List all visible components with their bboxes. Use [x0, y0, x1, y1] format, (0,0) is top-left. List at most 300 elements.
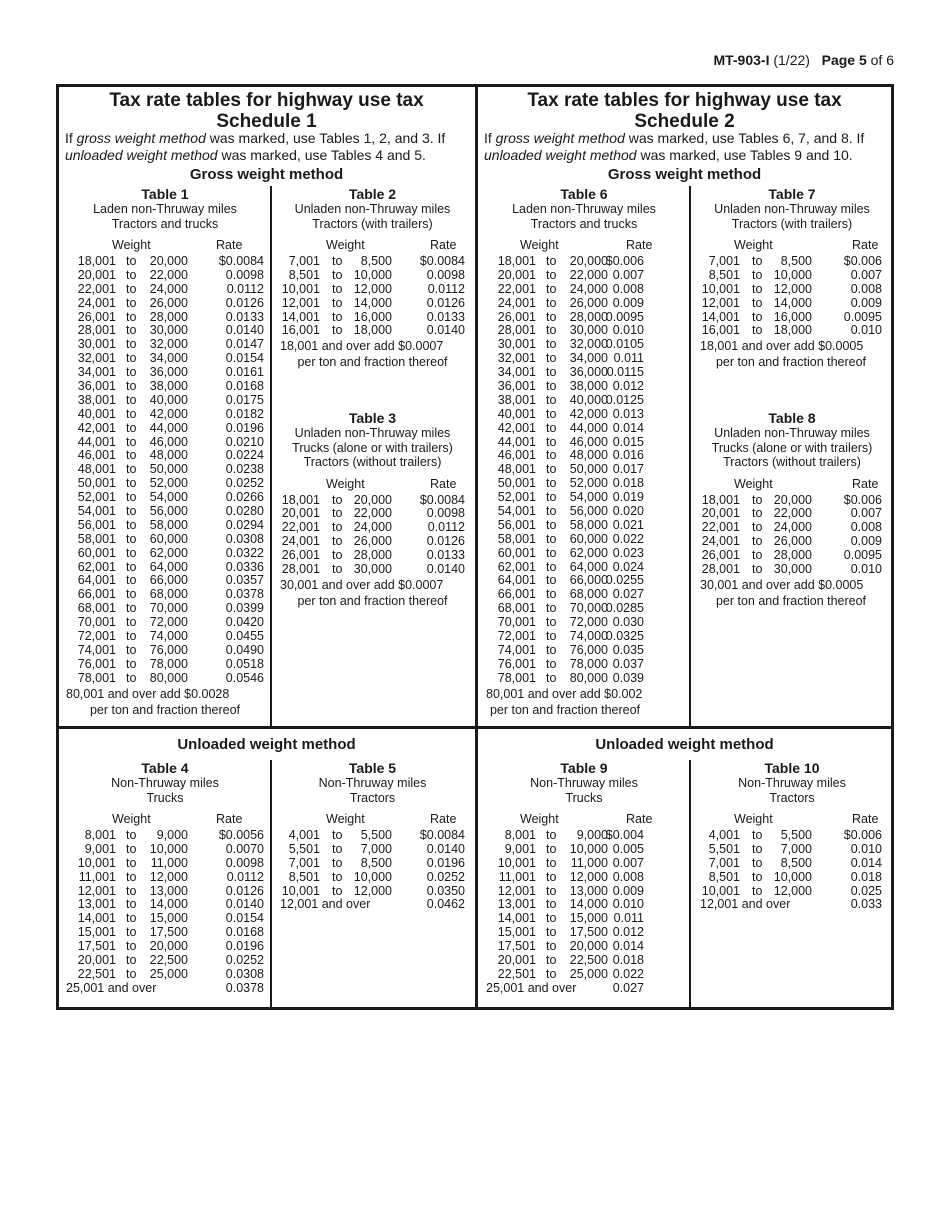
weight-from: 18,001 — [497, 254, 536, 268]
weight-from: 10,001 — [281, 281, 320, 296]
rate-value: 0.0112 — [427, 520, 465, 535]
schedule-1-title-line2: Schedule 1 — [216, 111, 317, 132]
weight-to: 12,000 — [353, 281, 392, 296]
weight-from: 78,001 — [77, 670, 116, 685]
weight-to-word: to — [752, 492, 763, 507]
weight-to: 50,000 — [569, 462, 608, 477]
table-row — [486, 463, 682, 477]
weight-from: 36,001 — [77, 379, 116, 394]
table-row — [700, 494, 884, 508]
rate-value: 0.017 — [612, 462, 644, 477]
schedule-2-unloaded-heading: Unloaded weight method — [595, 736, 774, 753]
weight-from: 42,001 — [77, 420, 116, 435]
rate-value: 0.021 — [612, 517, 644, 532]
weight-from: 62,001 — [77, 559, 116, 574]
weight-from: 15,001 — [497, 925, 536, 940]
weight-to-word: to — [546, 476, 557, 491]
weight-to-word: to — [126, 615, 137, 630]
table-row — [66, 588, 264, 602]
rate-value: 0.0322 — [225, 545, 264, 560]
table-row — [66, 602, 264, 616]
rate-value: 0.0105 — [605, 337, 644, 352]
table-note: per ton and fraction thereof — [297, 593, 448, 608]
rate-value: $0.006 — [843, 254, 882, 268]
weight-from: 54,001 — [497, 504, 536, 519]
weight-to-word: to — [752, 561, 763, 576]
rate-value: 0.0308 — [225, 531, 264, 546]
weight-to-word: to — [546, 897, 557, 912]
rate-value: 0.0325 — [605, 629, 644, 644]
weight-to: 52,000 — [569, 476, 608, 491]
weight-range: 12,001 and over — [700, 897, 791, 912]
weight-to: 46,000 — [149, 434, 188, 449]
weight-to: 11,000 — [570, 855, 608, 870]
weight-to: 66,000 — [569, 573, 608, 588]
table-row — [486, 449, 682, 463]
weight-to-word: to — [332, 295, 343, 310]
weight-to: 74,000 — [569, 629, 608, 644]
table-row — [486, 394, 682, 408]
weight-from: 8,501 — [288, 267, 320, 282]
rate-value: 0.0140 — [225, 897, 264, 912]
rate-value: 0.016 — [612, 448, 644, 463]
table-row — [280, 283, 465, 297]
table-rows — [66, 255, 264, 686]
weight-from: 24,001 — [77, 295, 116, 310]
table-subtitle: Tractors (with trailers) — [312, 216, 433, 231]
table-name: Table 4 — [141, 760, 189, 776]
weight-to: 64,000 — [569, 559, 608, 574]
rate-header: Rate — [430, 476, 457, 491]
rate-value: 0.0126 — [426, 295, 465, 310]
weight-from: 72,001 — [497, 629, 536, 644]
rate-value: 0.0196 — [225, 420, 264, 435]
weight-to: 44,000 — [149, 420, 188, 435]
schedule-1-gross-heading: Gross weight method — [189, 166, 344, 183]
weight-to: 8,500 — [780, 855, 812, 870]
table-row — [486, 630, 682, 644]
table-row — [66, 658, 264, 672]
weight-to-word: to — [126, 434, 137, 449]
weight-to: 72,000 — [569, 615, 608, 630]
rate-value: 0.027 — [612, 587, 644, 602]
weight-to: 78,000 — [149, 656, 188, 671]
weight-from: 70,001 — [77, 615, 116, 630]
table-row — [486, 491, 682, 505]
schedule-2-title — [478, 90, 891, 132]
weight-from: 72,001 — [77, 629, 116, 644]
rate-value: 0.0378 — [225, 587, 264, 602]
weight-to: 10,000 — [149, 841, 188, 856]
weight-to: 44,000 — [569, 420, 608, 435]
rate-value: 0.009 — [612, 295, 644, 310]
table-subtitle: Laden non-Thruway miles — [93, 202, 237, 216]
weight-to: 22,000 — [569, 267, 608, 282]
rate-value: 0.0154 — [225, 911, 264, 926]
weight-to-word: to — [546, 966, 557, 981]
weight-from: 52,001 — [497, 490, 536, 505]
weight-from: 58,001 — [77, 531, 116, 546]
table-row — [486, 311, 682, 325]
table-row — [66, 561, 264, 575]
weight-from: 22,001 — [497, 281, 536, 296]
weight-to-word: to — [126, 966, 137, 981]
weight-to-word: to — [752, 295, 763, 310]
weight-to: 56,000 — [569, 504, 608, 519]
weight-to: 66,000 — [149, 573, 188, 588]
rate-header: Rate — [852, 812, 879, 826]
weight-from: 30,001 — [77, 337, 116, 352]
rate-header: Rate — [216, 812, 243, 826]
rate-value: 0.0357 — [225, 573, 264, 588]
rate-value: 0.0210 — [225, 434, 264, 449]
rate-value: 0.037 — [612, 656, 644, 671]
weight-to-word: to — [546, 448, 557, 463]
weight-to: 5,500 — [780, 828, 812, 842]
weight-from: 52,001 — [77, 490, 116, 505]
table-row — [486, 574, 682, 588]
weight-header: Weight — [520, 812, 559, 826]
weight-to-word: to — [546, 517, 557, 532]
table-rows — [486, 829, 682, 996]
weight-to: 5,500 — [360, 828, 392, 842]
rate-value: 0.0420 — [225, 615, 264, 630]
weight-from: 20,001 — [281, 506, 320, 521]
table-subtitle: Unladen non-Thruway miles — [714, 202, 870, 216]
rate-value: 0.027 — [612, 980, 644, 995]
table-row — [700, 829, 884, 843]
weight-to: 17,500 — [149, 925, 188, 940]
weight-to-word: to — [546, 559, 557, 574]
table-row — [280, 549, 465, 563]
weight-to: 12,000 — [149, 869, 188, 884]
weight-to: 72,000 — [149, 615, 188, 630]
weight-to-word: to — [126, 656, 137, 671]
schedule-2-intro: If gross weight method was marked, use Tables 6, 7, and 8. If unloaded weight method was marked, use Tables 9 and 10. — [484, 130, 865, 163]
weight-header: Weight — [326, 476, 365, 491]
weight-to: 10,000 — [569, 841, 608, 856]
weight-header: Weight — [734, 476, 773, 491]
table-row — [66, 644, 264, 658]
table-row — [486, 533, 682, 547]
rate-value: 0.0308 — [225, 966, 264, 981]
weight-to: 24,000 — [773, 520, 812, 535]
table-row — [486, 366, 682, 380]
table-row — [486, 547, 682, 561]
rate-value: $0.006 — [605, 254, 644, 268]
weight-from: 7,001 — [708, 855, 740, 870]
rate-value: 0.0336 — [225, 559, 264, 574]
table-row — [66, 394, 264, 408]
table-row — [486, 338, 682, 352]
table-row — [280, 871, 465, 885]
weight-to-word: to — [546, 545, 557, 560]
weight-from: 17,501 — [497, 939, 536, 954]
weight-from: 7,001 — [288, 254, 320, 268]
rate-value: $0.004 — [605, 828, 644, 842]
table-2 — [280, 186, 465, 370]
rate-value: 0.019 — [612, 490, 644, 505]
weight-to: 20,000 — [773, 492, 812, 507]
weight-to: 22,500 — [149, 953, 188, 968]
table-row — [486, 519, 682, 533]
weight-from: 14,001 — [497, 911, 536, 926]
weight-to: 34,000 — [149, 351, 188, 366]
weight-to: 24,000 — [353, 520, 392, 535]
weight-from: 8,501 — [708, 869, 740, 884]
weight-to-word: to — [752, 855, 763, 870]
weight-to: 32,000 — [149, 337, 188, 352]
schedule-1-intro: If gross weight method was marked, use Tables 1, 2, and 3. If unloaded weight method was marked, use Tables 4 and 5. — [65, 130, 446, 163]
table-rows — [280, 255, 465, 338]
column-divider-s1-unloaded — [270, 760, 272, 1008]
weight-to-word: to — [332, 281, 343, 296]
weight-to-word: to — [126, 897, 137, 912]
weight-to-word: to — [546, 601, 557, 616]
weight-to-word: to — [126, 448, 137, 463]
table-row — [280, 898, 465, 912]
weight-to-word: to — [126, 869, 137, 884]
table-row — [486, 616, 682, 630]
rate-value: 0.0098 — [426, 506, 465, 521]
rate-value: 0.008 — [612, 869, 644, 884]
weight-from: 10,001 — [701, 281, 740, 296]
weight-to: 50,000 — [149, 462, 188, 477]
rate-value: 0.0490 — [225, 642, 264, 657]
rate-value: $0.0056 — [218, 828, 264, 842]
table-rows — [700, 494, 884, 577]
weight-to-word: to — [752, 323, 763, 338]
weight-to-word: to — [126, 337, 137, 352]
weight-from: 17,501 — [77, 939, 116, 954]
table-row — [700, 549, 884, 563]
column-divider-s1-gross — [270, 186, 272, 726]
weight-from: 7,001 — [708, 254, 740, 268]
weight-from: 9,001 — [504, 841, 536, 856]
weight-to: 20,000 — [353, 492, 392, 507]
table-row — [486, 885, 682, 899]
weight-from: 64,001 — [77, 573, 116, 588]
table-name: Table 10 — [764, 760, 820, 776]
rate-value: 0.023 — [612, 545, 644, 560]
table-row — [66, 871, 264, 885]
weight-from: 11,001 — [498, 869, 536, 884]
table-name: Table 1 — [141, 186, 189, 202]
weight-to-word: to — [546, 841, 557, 856]
rate-value: 0.0112 — [226, 869, 264, 884]
weight-from: 10,001 — [497, 855, 536, 870]
rate-value: 0.010 — [612, 897, 644, 912]
rate-value: 0.0196 — [426, 855, 465, 870]
weight-to: 12,000 — [773, 883, 812, 898]
table-7 — [700, 186, 884, 370]
table-row — [66, 574, 264, 588]
weight-to: 42,000 — [569, 406, 608, 421]
weight-to: 12,000 — [569, 869, 608, 884]
weight-from: 32,001 — [497, 351, 536, 366]
table-row — [280, 535, 465, 549]
table-row — [280, 507, 465, 521]
table-row — [486, 422, 682, 436]
weight-header: Weight — [734, 238, 773, 252]
schedule-1-title — [60, 90, 473, 132]
weight-to: 22,000 — [353, 506, 392, 521]
weight-to-word: to — [752, 828, 763, 842]
weight-from: 18,001 — [701, 492, 740, 507]
table-row — [66, 829, 264, 843]
weight-to: 26,000 — [773, 534, 812, 549]
rate-header: Rate — [626, 238, 653, 252]
rate-value: 0.0280 — [225, 504, 264, 519]
weight-from: 28,001 — [281, 561, 320, 576]
weight-to-word: to — [126, 925, 137, 940]
rate-value: 0.0175 — [225, 392, 264, 407]
weight-from: 14,001 — [701, 309, 740, 324]
weight-to-word: to — [752, 520, 763, 535]
rate-value: 0.0133 — [426, 309, 465, 324]
weight-to-word: to — [546, 295, 557, 310]
weight-to-word: to — [126, 392, 137, 407]
rate-value: 0.018 — [612, 953, 644, 968]
table-row — [700, 269, 884, 283]
table-5 — [280, 760, 465, 912]
weight-to: 68,000 — [149, 587, 188, 602]
table-row — [280, 311, 465, 325]
rate-value: $0.0084 — [419, 492, 465, 507]
weight-from: 10,001 — [701, 883, 740, 898]
rate-value: $0.006 — [843, 828, 882, 842]
weight-to-word: to — [546, 587, 557, 602]
rate-value: 0.0126 — [225, 295, 264, 310]
rate-header: Rate — [852, 476, 879, 491]
rate-value: 0.0285 — [605, 601, 644, 616]
table-row — [66, 940, 264, 954]
rate-value: 0.025 — [850, 883, 882, 898]
schedule-1-unloaded-heading: Unloaded weight method — [177, 736, 356, 753]
weight-to-word: to — [126, 828, 137, 842]
weight-to-word: to — [546, 420, 557, 435]
rate-value: 0.0255 — [605, 573, 644, 588]
table-row — [486, 255, 682, 269]
table-row — [486, 408, 682, 422]
table-subtitle: Tractors — [769, 790, 815, 805]
weight-to-word: to — [126, 939, 137, 954]
table-row — [66, 672, 264, 686]
table-row — [486, 352, 682, 366]
weight-to: 30,000 — [353, 561, 392, 576]
weight-to-word: to — [332, 561, 343, 576]
weight-from: 70,001 — [497, 615, 536, 630]
weight-header: Weight — [112, 812, 151, 826]
method-divider — [58, 726, 892, 729]
weight-from: 8,501 — [288, 869, 320, 884]
weight-to: 15,000 — [569, 911, 608, 926]
page-label: Page 5 — [821, 52, 867, 68]
weight-to-word: to — [546, 828, 557, 842]
weight-to-word: to — [126, 855, 137, 870]
table-subtitle: Tractors (with trailers) — [731, 216, 853, 231]
rate-header: Rate — [216, 238, 243, 252]
weight-to-word: to — [126, 309, 137, 324]
weight-to-word: to — [546, 531, 557, 546]
table-9 — [486, 760, 682, 996]
weight-to: 14,000 — [569, 897, 608, 912]
weight-to: 20,000 — [569, 254, 608, 268]
weight-from: 42,001 — [497, 420, 536, 435]
table-row — [700, 871, 884, 885]
rate-value: 0.0095 — [605, 309, 644, 324]
weight-to: 7,000 — [780, 841, 812, 856]
rate-value: 0.008 — [612, 281, 644, 296]
weight-from: 44,001 — [497, 434, 536, 449]
weight-to: 58,000 — [149, 517, 188, 532]
weight-to-word: to — [126, 559, 137, 574]
table-row — [66, 366, 264, 380]
rate-value: 0.0294 — [225, 517, 264, 532]
table-row — [66, 297, 264, 311]
rate-value: 0.020 — [612, 504, 644, 519]
table-subtitle: Tractors (without trailers) — [723, 455, 861, 469]
weight-to: 25,000 — [569, 966, 608, 981]
table-row — [66, 547, 264, 561]
weight-to-word: to — [332, 254, 343, 268]
weight-header: Weight — [520, 238, 559, 252]
weight-to: 18,000 — [773, 323, 812, 338]
table-row — [700, 324, 884, 338]
weight-to-word: to — [546, 504, 557, 519]
table-row — [66, 926, 264, 940]
weight-to: 28,000 — [353, 548, 392, 563]
weight-to-word: to — [752, 883, 763, 898]
table-row — [66, 491, 264, 505]
weight-from: 15,001 — [77, 925, 116, 940]
weight-from: 22,501 — [497, 966, 536, 981]
table-row — [66, 255, 264, 269]
weight-from: 4,001 — [708, 828, 740, 842]
table-row — [66, 408, 264, 422]
table-6 — [486, 186, 682, 718]
weight-from: 62,001 — [497, 559, 536, 574]
weight-to-word: to — [126, 254, 137, 268]
weight-to-word: to — [546, 281, 557, 296]
weight-from: 8,001 — [504, 828, 536, 842]
table-row — [486, 269, 682, 283]
table-row — [280, 269, 465, 283]
weight-to-word: to — [332, 883, 343, 898]
rate-value: 0.0140 — [426, 561, 465, 576]
page-of: of 6 — [870, 52, 894, 68]
weight-to-word: to — [126, 365, 137, 380]
rate-value: $0.006 — [843, 492, 882, 507]
table-rows — [280, 829, 465, 912]
weight-to: 62,000 — [149, 545, 188, 560]
table-row — [280, 843, 465, 857]
weight-to-word: to — [546, 883, 557, 898]
weight-from: 28,001 — [77, 323, 116, 338]
table-row — [486, 829, 682, 843]
weight-from: 5,501 — [288, 841, 320, 856]
weight-from: 40,001 — [497, 406, 536, 421]
table-name: Table 5 — [348, 760, 397, 776]
rate-value: 0.005 — [612, 841, 644, 856]
rate-value: 0.022 — [612, 966, 644, 981]
weight-to-word: to — [546, 925, 557, 940]
table-row — [700, 507, 884, 521]
table-row — [486, 436, 682, 450]
weight-to-word: to — [546, 309, 557, 324]
weight-to: 70,000 — [569, 601, 608, 616]
weight-to: 62,000 — [569, 545, 608, 560]
